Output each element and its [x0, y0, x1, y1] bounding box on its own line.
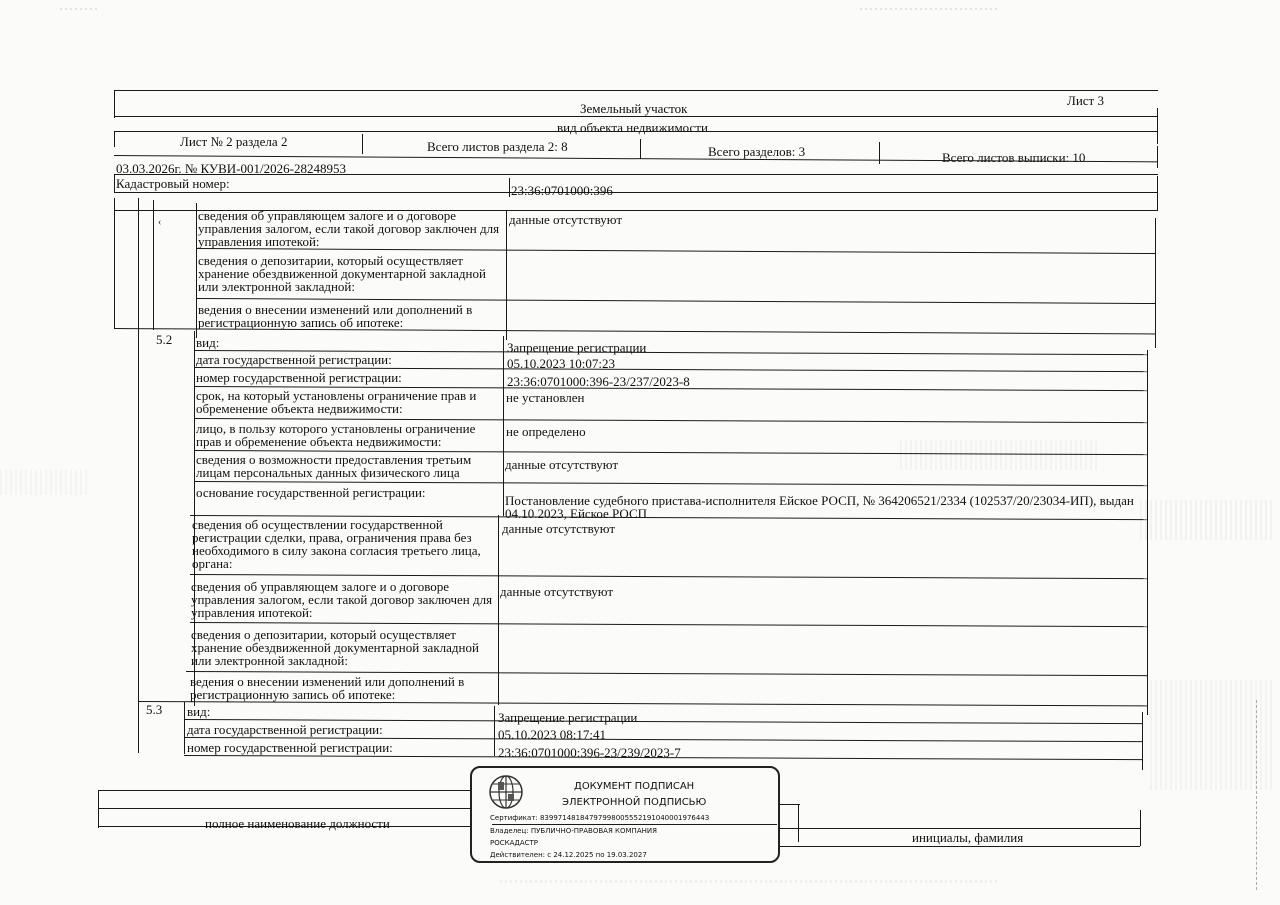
stamp-line-2: ЭЛЕКТРОННОЙ ПОДПИСЬЮ [562, 797, 707, 808]
stamp-owner-2: РОСКАДАСТР [490, 839, 539, 847]
header-line-3 [114, 131, 1158, 132]
block-52-value-1: Запрещение регистрации [507, 340, 647, 355]
block-52-label-11: ведения о внесении изменений или дополнений в регистрационную запись об ипотеке: [190, 674, 465, 702]
footer-right-divider [798, 804, 799, 842]
stamp-line-1: ДОКУМЕНТ ПОДПИСАН [574, 781, 695, 792]
block-53-value-2: 05.10.2023 08:17:41 [498, 727, 606, 742]
block-52-label-10: сведения о депозитарии, который осуществляет хранение обездвиженной документарной закладной или электронной закладной: [191, 627, 479, 668]
header-row3-div2 [640, 139, 641, 159]
footer-line-top-right [780, 804, 800, 805]
footer-line-mid-left [98, 808, 470, 809]
table-outer-left [114, 198, 115, 328]
block-52-value-2: 05.10.2023 10:07:23 [507, 356, 615, 371]
footer-line-top [98, 790, 470, 791]
total-sheets-section: Всего листов раздела 2: 8 [427, 139, 568, 154]
header-line-6 [114, 192, 1158, 193]
block-52-label-8: сведения об осуществлении государственной регистрации сделки, права, ограничения права без необходимого в силу закона согласия третьего лица, органа: [192, 517, 481, 571]
header-line-1 [114, 90, 1158, 91]
position-caption: полное наименование должности [205, 816, 390, 831]
block-a-label-1: сведения об управляющем залоге и о договоре управления залогом, если такой договор заключен для управления ипотекой: [198, 208, 500, 249]
num-col-left [138, 198, 139, 753]
block-52-label-5: лицо, в пользу которого установлены ограничение прав и обременение объекта недвижимости: [196, 421, 476, 449]
block-53-value-3: 23:36:0701000:396-23/239/2023-7 [498, 745, 681, 760]
block-a-label-3: ведения о внесении изменений или дополнений в регистрационную запись об ипотеке: [198, 302, 473, 330]
block-52-value-8: данные отсутствуют [502, 521, 616, 536]
header-row3-div3 [879, 142, 880, 164]
block-52-num: 5.2 [156, 332, 173, 347]
stamp-certificate: Сертификат: 8399714818479799800555219104000197644З [490, 814, 710, 822]
block-52-value-6: данные отсутствуют [505, 457, 619, 472]
right-col-a [1155, 218, 1156, 348]
object-type-caption: вид объекта недвижимости [557, 120, 708, 135]
block-53-label-2: дата государственной регистрации: [187, 722, 383, 737]
initials-caption: инициалы, фамилия [912, 830, 1024, 845]
cadastral-divider [509, 178, 510, 197]
block-52-label-4: срок, на который установлены ограничение прав и обременение объекта недвижимости: [196, 388, 477, 416]
block-52-label-7: основание государственной регистрации: [196, 485, 426, 500]
cadastral-label: Кадастровый номер: [116, 176, 230, 191]
sheet-of-section: Лист № 2 раздела 2 [180, 134, 288, 149]
stamp-owner-1: Владелец: ПУБЛИЧНО-ПРАВОВАЯ КОМПАНИЯ [490, 827, 657, 835]
date-number: 03.03.2026г. № КУВИ-001/2026-28248953 [116, 161, 346, 176]
scan-noise-bottom [500, 880, 1000, 883]
scan-noise-top-right [860, 8, 1000, 10]
stray-mark: ‹ [158, 217, 162, 228]
block-52-label-6: сведения о возможности предоставления третьим лицам персональных данных физического лица [196, 452, 472, 480]
value-col-52b [498, 515, 499, 705]
scan-noise-right [1140, 500, 1275, 540]
footer-line-bottom-right [780, 846, 1140, 847]
block-53-num: 5.3 [146, 702, 163, 717]
stamp-divider [492, 824, 777, 825]
scan-noise-left [0, 470, 90, 495]
cadastral-left [114, 174, 115, 192]
globe-emblem-icon [488, 774, 524, 810]
header-line-2 [114, 116, 1158, 117]
value-col-53 [494, 706, 495, 756]
object-name: Земельный участок [580, 101, 688, 116]
num-col-right-53 [184, 702, 185, 754]
cadastral-right [1157, 176, 1158, 211]
e-signature-stamp [470, 766, 780, 863]
cadastral-value: 23:36:0701000:396 [511, 183, 613, 198]
block-a-sep-3 [114, 328, 1156, 334]
scan-edge-right [1256, 700, 1257, 890]
header-row3-right [1157, 146, 1158, 168]
block-52-label-2: дата государственной регистрации: [196, 352, 392, 367]
header-left-edge [114, 90, 115, 118]
footer-right-edge [1140, 810, 1141, 846]
block-52-value-9: данные отсутствуют [500, 584, 614, 599]
value-col-a [506, 210, 507, 340]
block-52-value-7: Постановление судебного пристава-исполнителя Ейское РОСП, № 364206521/2334 (102537/20/23034-ИП), выдан 04.10.2023, Ейское РОСП [505, 493, 1134, 521]
sheet-label: Лист 3 [1067, 93, 1104, 108]
footer-left-edge [98, 790, 99, 828]
total-sheets-extract: Всего листов выписки: 10 [942, 150, 1086, 165]
block-53-label-3: номер государственной регистрации: [187, 740, 393, 755]
block-52-value-4: не установлен [506, 390, 585, 405]
block-52-label-9: сведения об управляющем залоге и о договоре управления залогом, если такой договор заключен для управления ипотекой: [191, 579, 493, 620]
total-sections: Всего разделов: 3 [708, 144, 806, 159]
block-52-label-3: номер государственной регистрации: [196, 370, 402, 385]
header-right-edge [1157, 108, 1158, 144]
label-col-left-a [153, 200, 154, 330]
block-52-value-3: 23:36:0701000:396-23/237/2023-8 [507, 374, 690, 389]
stamp-validity: Действителен: с 24.12.2025 по 19.03.2027 [490, 851, 647, 859]
block-52-label-1: вид: [196, 335, 220, 350]
label-col-a-inner [196, 203, 197, 338]
value-col-52a [503, 336, 504, 516]
header-line-5 [114, 174, 1158, 175]
scan-noise-top [60, 8, 100, 10]
header-row3-left [114, 131, 115, 147]
block-a-value-1: данные отсутствуют [509, 212, 623, 227]
header-row3-div1 [362, 134, 363, 154]
block-52-value-5: не определено [506, 424, 586, 439]
block-53-label-1: вид: [187, 704, 211, 719]
right-col-52 [1147, 350, 1148, 715]
block-53-value-1: Запрещение регистрации [498, 710, 638, 725]
footer-line-mid-right [780, 828, 1140, 829]
right-col-53 [1142, 712, 1143, 770]
block-a-label-2: сведения о депозитарии, который осуществляет хранение обездвиженной документарной закладной или электронной закладной: [198, 253, 486, 294]
